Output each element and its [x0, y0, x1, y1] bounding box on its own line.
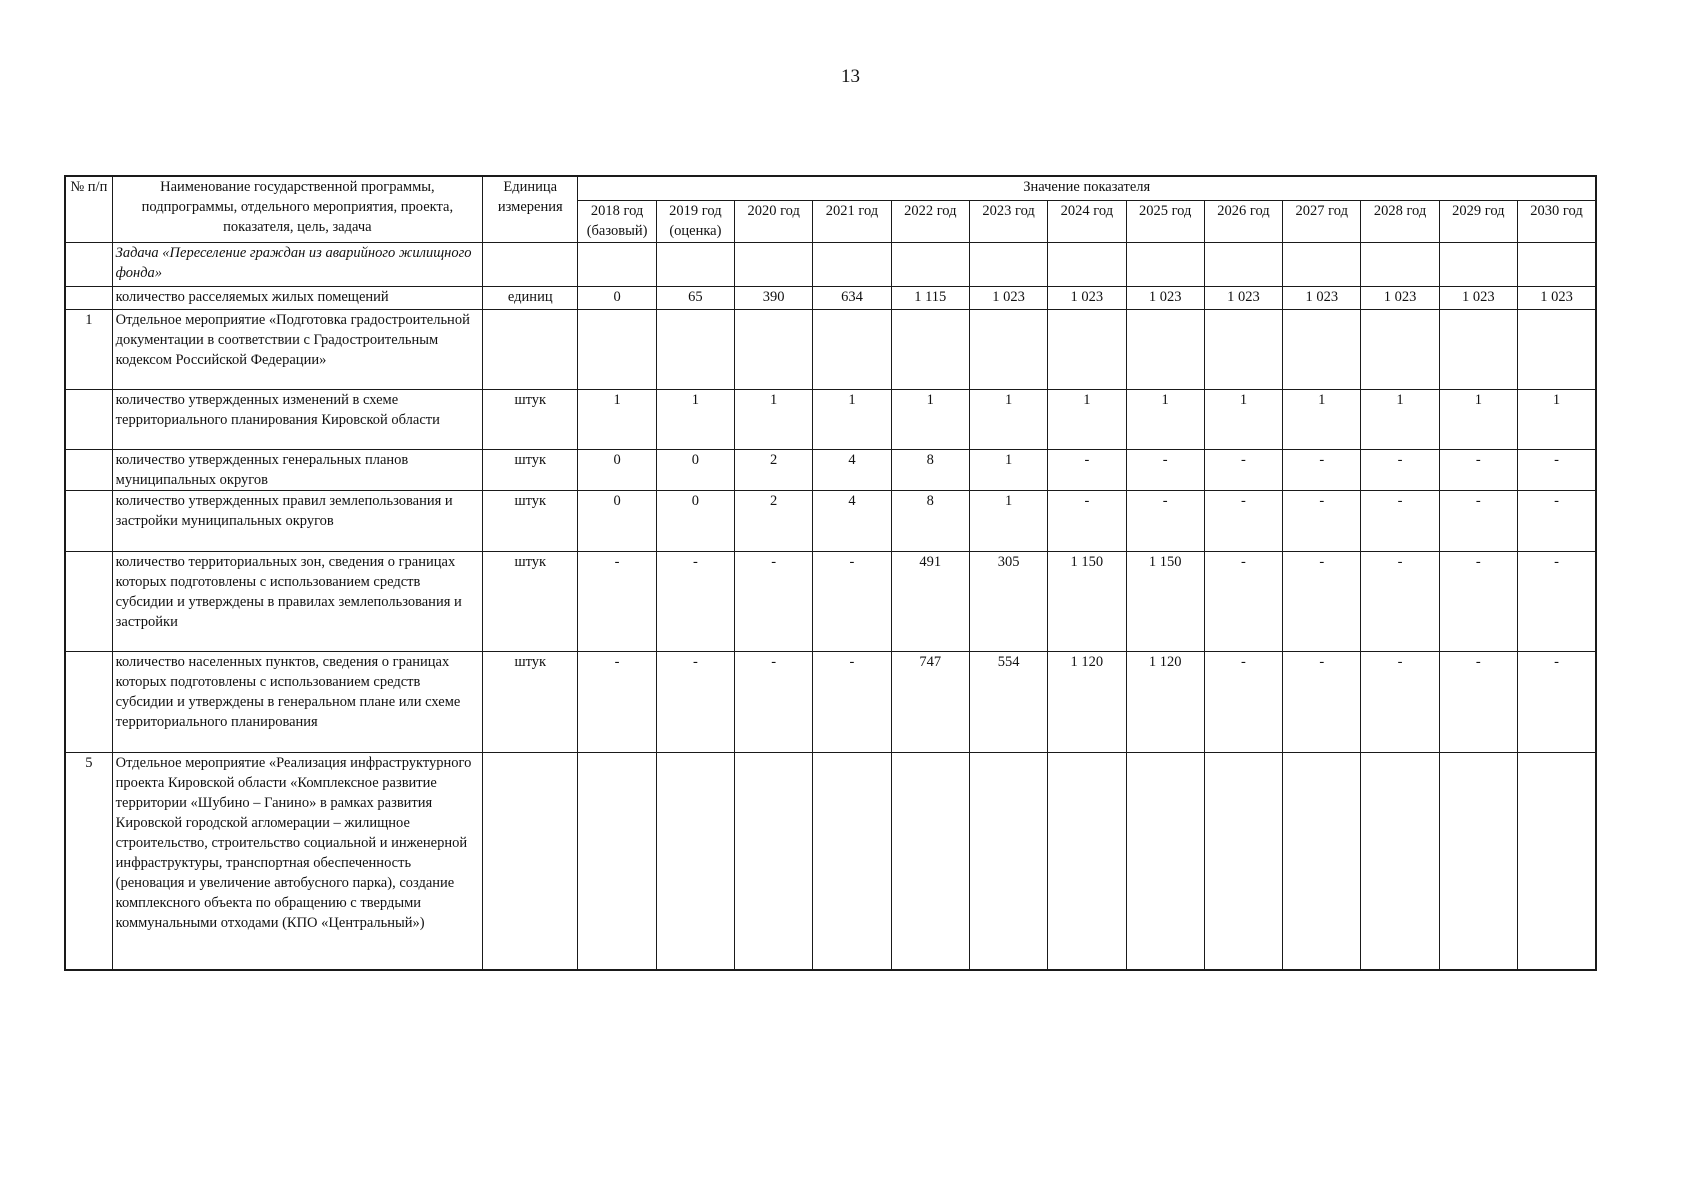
- value-cell: 1 115: [891, 286, 969, 309]
- row-name: количество территориальных зон, сведения о границах которых подготовлены с использованием средств субсидии и утверждены в правилах землепользования и застройки: [112, 551, 482, 651]
- row-number: [65, 449, 112, 490]
- value-cell: -: [1518, 490, 1597, 551]
- value-cell: 1: [1204, 389, 1282, 449]
- value-cell: 491: [891, 551, 969, 651]
- value-cell: -: [656, 651, 734, 752]
- value-cell: [1126, 242, 1204, 286]
- value-cell: [1283, 309, 1361, 389]
- value-cell: 2: [735, 490, 813, 551]
- value-cell: [813, 242, 891, 286]
- value-cell: 1 023: [1283, 286, 1361, 309]
- value-cell: -: [1361, 551, 1439, 651]
- value-cell: 0: [656, 449, 734, 490]
- value-cell: -: [1204, 449, 1282, 490]
- value-cell: -: [1204, 551, 1282, 651]
- value-cell: 1 023: [1361, 286, 1439, 309]
- value-cell: [969, 242, 1047, 286]
- year-label: 2024 год: [1060, 202, 1114, 219]
- row-unit: единиц: [483, 286, 578, 309]
- value-cell: [1048, 309, 1126, 389]
- year-label: 2020 год: [747, 202, 800, 219]
- year-header: [656, 200, 734, 242]
- value-cell: 390: [735, 286, 813, 309]
- value-cell: [1439, 309, 1517, 389]
- row-number: 5: [65, 752, 112, 970]
- value-cell: -: [1439, 490, 1517, 551]
- year-label: 2023 год: [982, 202, 1035, 219]
- value-cell: 1: [891, 389, 969, 449]
- year-label: 2027 год: [1295, 202, 1348, 219]
- value-cell: [1204, 242, 1282, 286]
- row-name: Задача «Переселение граждан из аварийного жилищного фонда»: [112, 242, 482, 286]
- value-cell: -: [1048, 449, 1126, 490]
- value-cell: 1: [1048, 389, 1126, 449]
- value-cell: 554: [969, 651, 1047, 752]
- row-number: [65, 389, 112, 449]
- value-cell: 0: [578, 449, 656, 490]
- year-note: (базовый): [586, 222, 648, 239]
- value-cell: -: [1361, 651, 1439, 752]
- value-cell: -: [1048, 490, 1126, 551]
- value-cell: [1518, 752, 1597, 970]
- value-cell: -: [656, 551, 734, 651]
- value-cell: 1 023: [1518, 286, 1597, 309]
- value-cell: 634: [813, 286, 891, 309]
- value-cell: 0: [656, 490, 734, 551]
- value-cell: -: [1439, 651, 1517, 752]
- value-cell: -: [578, 551, 656, 651]
- year-header: [1204, 200, 1282, 242]
- value-cell: 1 023: [1126, 286, 1204, 309]
- year-header: [891, 200, 969, 242]
- page-number: 13: [841, 66, 860, 87]
- value-cell: 1: [1518, 389, 1597, 449]
- value-cell: [1283, 752, 1361, 970]
- value-cell: 1 150: [1048, 551, 1126, 651]
- year-label: 2028 год: [1373, 202, 1427, 219]
- value-cell: 0: [578, 286, 656, 309]
- row-name: количество утвержденных генеральных планов муниципальных округов: [112, 449, 482, 490]
- value-cell: [735, 752, 813, 970]
- value-cell: -: [813, 551, 891, 651]
- value-cell: [656, 309, 734, 389]
- value-cell: 1: [813, 389, 891, 449]
- year-header: [578, 200, 656, 242]
- value-cell: [735, 242, 813, 286]
- value-cell: -: [578, 651, 656, 752]
- row-unit: штук: [483, 551, 578, 651]
- year-note: (оценка): [669, 222, 722, 239]
- row-name: количество населенных пунктов, сведения о границах которых подготовлены с использованием средств субсидии и утверждены в генеральном плане или схеме территориального планирования: [112, 651, 482, 752]
- value-cell: -: [1126, 490, 1204, 551]
- value-cell: [1361, 242, 1439, 286]
- value-cell: 8: [891, 449, 969, 490]
- row-unit: [483, 752, 578, 970]
- value-cell: 1 150: [1126, 551, 1204, 651]
- value-cell: [1439, 752, 1517, 970]
- row-name: количество утвержденных правил землепользования и застройки муниципальных округов: [112, 490, 482, 551]
- value-cell: [578, 752, 656, 970]
- year-header: [969, 200, 1047, 242]
- header-num: № п/п: [65, 176, 112, 242]
- value-cell: -: [1361, 490, 1439, 551]
- value-cell: [891, 309, 969, 389]
- year-label: 2018 год: [590, 202, 644, 219]
- indicators-table: [64, 175, 1597, 971]
- table-row: [65, 242, 1596, 286]
- value-cell: -: [1518, 449, 1597, 490]
- row-name: количество утвержденных изменений в схеме территориального планирования Кировской области: [112, 389, 482, 449]
- value-cell: 1: [735, 389, 813, 449]
- year-label: 2019 год: [669, 202, 722, 219]
- row-name: количество расселяемых жилых помещений: [112, 286, 482, 309]
- row-number: 1: [65, 309, 112, 389]
- row-number: [65, 490, 112, 551]
- value-cell: 305: [969, 551, 1047, 651]
- value-cell: [578, 242, 656, 286]
- year-label: 2025 год: [1138, 202, 1192, 219]
- value-cell: 1 120: [1048, 651, 1126, 752]
- table-row: [65, 551, 1596, 651]
- table-row: [65, 309, 1596, 389]
- row-unit: штук: [483, 490, 578, 551]
- value-cell: [969, 752, 1047, 970]
- row-number: [65, 651, 112, 752]
- value-cell: [1048, 242, 1126, 286]
- value-cell: [1283, 242, 1361, 286]
- value-cell: -: [1439, 449, 1517, 490]
- value-cell: [969, 309, 1047, 389]
- table-row: [65, 389, 1596, 449]
- value-cell: 65: [656, 286, 734, 309]
- year-header: [1048, 200, 1126, 242]
- header-name: Наименование государственной программы, подпрограммы, отдельного мероприятия, проекта, показателя, цель, задача: [112, 176, 482, 242]
- year-header: [1439, 200, 1517, 242]
- value-cell: [1204, 309, 1282, 389]
- value-cell: [1126, 309, 1204, 389]
- value-cell: -: [1283, 449, 1361, 490]
- value-cell: [735, 309, 813, 389]
- header-values: Значение показателя: [578, 176, 1596, 200]
- value-cell: [1518, 309, 1597, 389]
- value-cell: 1: [578, 389, 656, 449]
- row-name: Отдельное мероприятие «Подготовка градостроительной документации в соответствии с Градостроительным кодексом Российской Федерации»: [112, 309, 482, 389]
- value-cell: -: [1204, 651, 1282, 752]
- value-cell: -: [1126, 449, 1204, 490]
- row-number: [65, 242, 112, 286]
- value-cell: -: [1518, 651, 1597, 752]
- value-cell: [656, 242, 734, 286]
- value-cell: [891, 752, 969, 970]
- row-name: Отдельное мероприятие «Реализация инфраструктурного проекта Кировской области «Комплексное развитие территории «Шубино – Ганино» в рамках развития Кировской городской агломерации – жилищное строительство, строительство социальной и инженерной инфраструктуры, транспортная обеспеченность (реновация и увеличение автобусного парка), создание комплексного объекта по обращению с твердыми коммунальными отходами (КПО «Центральный»): [112, 752, 482, 970]
- value-cell: 4: [813, 449, 891, 490]
- year-label: 2029 год: [1452, 202, 1505, 219]
- value-cell: 4: [813, 490, 891, 551]
- value-cell: 747: [891, 651, 969, 752]
- value-cell: [891, 242, 969, 286]
- year-label: 2026 год: [1217, 202, 1270, 219]
- value-cell: 1: [969, 389, 1047, 449]
- value-cell: [1439, 242, 1517, 286]
- value-cell: -: [1283, 651, 1361, 752]
- value-cell: 1: [1126, 389, 1204, 449]
- row-unit: штук: [483, 449, 578, 490]
- row-number: [65, 551, 112, 651]
- year-header: [1126, 200, 1204, 242]
- value-cell: [656, 752, 734, 970]
- row-number: [65, 286, 112, 309]
- value-cell: 1 023: [1439, 286, 1517, 309]
- value-cell: -: [1283, 551, 1361, 651]
- year-label: 2030 год: [1530, 202, 1583, 219]
- year-header: [735, 200, 813, 242]
- value-cell: 1: [1439, 389, 1517, 449]
- value-cell: 1 023: [1204, 286, 1282, 309]
- row-unit: штук: [483, 389, 578, 449]
- value-cell: [813, 309, 891, 389]
- value-cell: 1 023: [969, 286, 1047, 309]
- value-cell: -: [1204, 490, 1282, 551]
- value-cell: 2: [735, 449, 813, 490]
- value-cell: -: [1518, 551, 1597, 651]
- value-cell: -: [813, 651, 891, 752]
- value-cell: 1: [969, 449, 1047, 490]
- table-row: [65, 490, 1596, 551]
- value-cell: [1361, 752, 1439, 970]
- header-unit: Единица измерения: [483, 176, 578, 242]
- value-cell: 8: [891, 490, 969, 551]
- value-cell: -: [1439, 551, 1517, 651]
- value-cell: 1: [1361, 389, 1439, 449]
- value-cell: 0: [578, 490, 656, 551]
- table-row: [65, 286, 1596, 309]
- value-cell: [1204, 752, 1282, 970]
- value-cell: [1126, 752, 1204, 970]
- row-unit: [483, 309, 578, 389]
- value-cell: [1048, 752, 1126, 970]
- table-body: [65, 242, 1596, 970]
- value-cell: [1518, 242, 1597, 286]
- value-cell: [1361, 309, 1439, 389]
- table-row: [65, 449, 1596, 490]
- table-row: [65, 651, 1596, 752]
- value-cell: -: [735, 651, 813, 752]
- year-header: [1361, 200, 1439, 242]
- year-header: [813, 200, 891, 242]
- value-cell: 1: [1283, 389, 1361, 449]
- value-cell: [813, 752, 891, 970]
- row-unit: [483, 242, 578, 286]
- value-cell: 1 120: [1126, 651, 1204, 752]
- value-cell: -: [1283, 490, 1361, 551]
- value-cell: 1: [656, 389, 734, 449]
- value-cell: -: [1361, 449, 1439, 490]
- value-cell: [578, 309, 656, 389]
- year-label: 2021 год: [825, 202, 879, 219]
- year-header: [1283, 200, 1361, 242]
- table-row: [65, 752, 1596, 970]
- value-cell: -: [735, 551, 813, 651]
- value-cell: 1 023: [1048, 286, 1126, 309]
- row-unit: штук: [483, 651, 578, 752]
- year-label: 2022 год: [904, 202, 957, 219]
- value-cell: 1: [969, 490, 1047, 551]
- year-header: [1518, 200, 1597, 242]
